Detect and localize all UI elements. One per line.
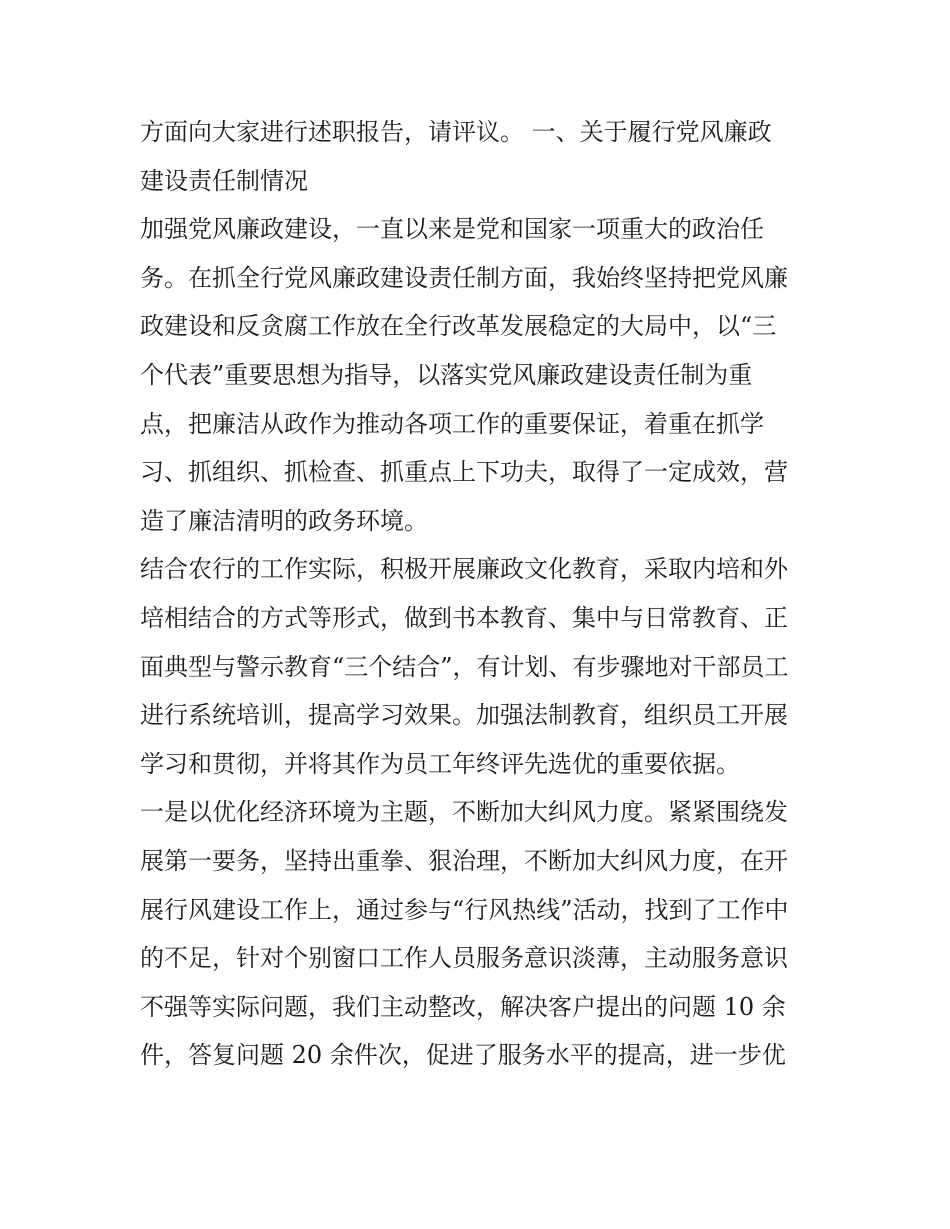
text-line: 不强等实际问题，我们主动整改，解决客户提出的问题 10 余 [140,992,786,1021]
text-line: 习、抓组织、抓检查、抓重点上下功夫，取得了一定成效，营 [140,458,788,487]
text-line: 个代表”重要思想为指导，以落实党风廉政建设责任制为重 [140,360,753,389]
text-line: 点，把廉洁从政作为推动各项工作的重要保证，着重在抓学 [140,409,764,438]
document-body [140,108,820,1080]
text-line: 面典型与警示教育“三个结合”，有计划、有步骤地对干部员工 [140,652,789,681]
text-line: 建设责任制情况 [140,166,308,195]
text-line: 政建设和反贪腐工作放在全行改革发展稳定的大局中，以“三 [140,312,777,341]
text-line: 学习和贯彻，并将其作为员工年终评先选优的重要依据。 [140,749,740,778]
text-line: 培相结合的方式等形式，做到书本教育、集中与日常教育、正 [140,603,788,632]
text-line: 展第一要务，坚持出重拳、狠治理，不断加大纠风力度，在开 [140,846,788,875]
text-line: 进行系统培训，提高学习效果。加强法制教育，组织员工开展 [140,701,788,730]
text-line: 方面向大家进行述职报告，请评议。 一、关于履行党风廉政 [140,118,772,146]
text-line: 的不足，针对个别窗口工作人员服务意识淡薄，主动服务意识 [140,944,788,973]
text-line: 务。在抓全行党风廉政建设责任制方面，我始终坚持把党风廉 [140,263,788,292]
text-line: 加强党风廉政建设，一直以来是党和国家一项重大的政治任 [140,215,764,244]
text-line: 造了廉洁清明的政务环境。 [140,506,428,535]
text-line: 展行风建设工作上，通过参与“行风热线”活动，找到了工作中 [140,895,789,924]
text-line: 结合农行的工作实际，积极开展廉政文化教育，采取内培和外 [140,555,788,584]
text-line: 件，答复问题 20 余件次，促进了服务水平的提高，进一步优 [140,1041,786,1070]
text-line: 一是以优化经济环境为主题，不断加大纠风力度。紧紧围绕发 [140,798,788,827]
